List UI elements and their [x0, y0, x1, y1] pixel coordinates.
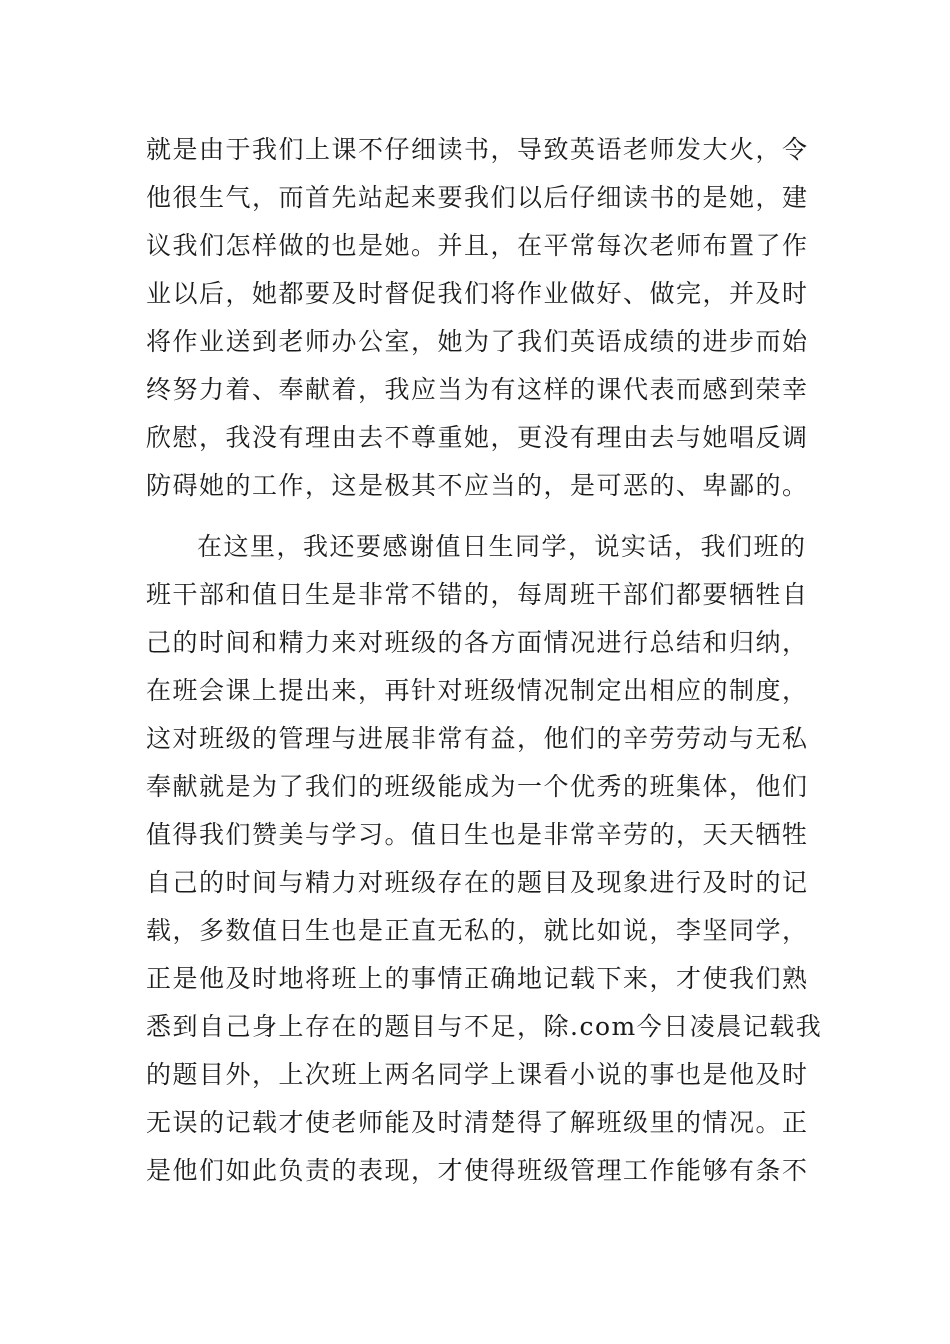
text-line: 自己的时间与精力对班级存在的题目及现象进行及时的记 — [146, 868, 809, 897]
text-line: 悉到自己身上存在的题目与不足，除.com今日凌晨记载我 — [146, 1012, 823, 1041]
text-line: 业以后，她都要及时督促我们将作业做好、做完，并及时 — [146, 279, 809, 308]
text-line: 是他们如此负责的表现，才使得班级管理工作能够有条不 — [146, 1156, 809, 1185]
text-line: 就是由于我们上课不仔细读书，导致英语老师发大火，令 — [146, 135, 809, 164]
text-line: 在班会课上提出来，再针对班级情况制定出相应的制度， — [146, 676, 809, 705]
text-line: 奉献就是为了我们的班级能成为一个优秀的班集体，他们 — [146, 772, 809, 801]
text-line: 他很生气，而首先站起来要我们以后仔细读书的是她，建 — [146, 183, 809, 212]
text-line: 这对班级的管理与进展非常有益，他们的辛劳劳动与无私 — [146, 724, 809, 753]
text-line: 班干部和值日生是非常不错的，每周班干部们都要牺牲自 — [146, 580, 809, 609]
text-line: 议我们怎样做的也是她。并且，在平常每次老师布置了作 — [146, 231, 809, 260]
text-line: 载，多数值日生也是正直无私的，就比如说，李坚同学， — [146, 916, 809, 945]
text-line: 欣慰，我没有理由去不尊重她，更没有理由去与她唱反调 — [146, 423, 809, 452]
text-line: 的题目外，上次班上两名同学上课看小说的事也是他及时 — [146, 1060, 809, 1089]
text-line: 无误的记载才使老师能及时清楚得了解班级里的情况。正 — [146, 1108, 809, 1137]
paragraph-first-line: 在这里，我还要感谢值日生同学，说实话，我们班的 — [197, 532, 807, 561]
text-line: 己的时间和精力来对班级的各方面情况进行总结和归纳， — [146, 628, 809, 657]
text-line: 正是他及时地将班上的事情正确地记载下来，才使我们熟 — [146, 964, 809, 993]
text-line: 值得我们赞美与学习。值日生也是非常辛劳的，天天牺牲 — [146, 820, 809, 849]
text-line: 防碍她的工作，这是极其不应当的，是可恶的、卑鄙的。 — [146, 471, 809, 500]
text-line: 终努力着、奉献着，我应当为有这样的课代表而感到荣幸 — [146, 375, 809, 404]
text-line: 将作业送到老师办公室，她为了我们英语成绩的进步而始 — [146, 327, 809, 356]
